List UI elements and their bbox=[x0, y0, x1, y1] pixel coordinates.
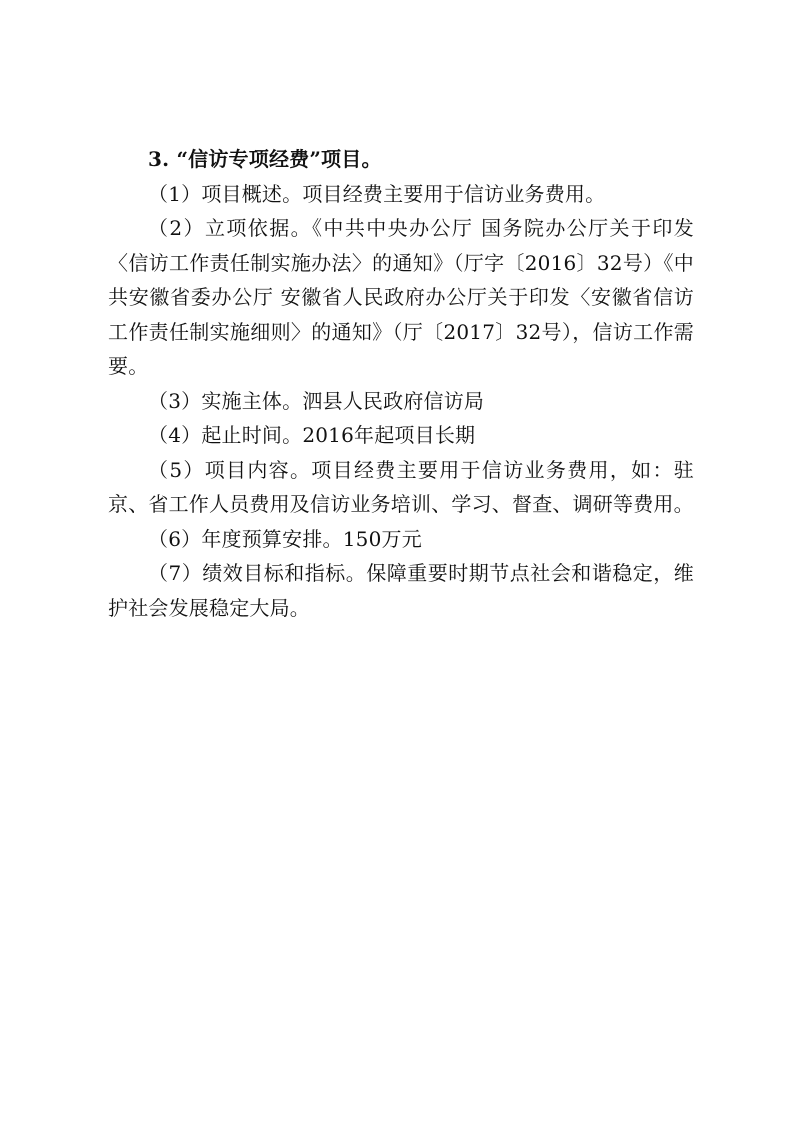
paragraph-implementer: （3）实施主体。泗县人民政府信访局 bbox=[148, 388, 485, 413]
paragraph-goals: （7）绩效目标和指标。保障重要时期节点社会和谐稳定，维护社会发展稳定大局。 bbox=[108, 561, 694, 620]
document-body bbox=[108, 142, 694, 625]
paragraph-basis: （2）立项依据。《中共中央办公厅 国务院办公厅关于印发〈信访工作责任制实施办法〉的通知》（厅字〔2016〕32号）《中共安徽省委办公厅 安徽省人民政府办公厅关于印发〈安徽省信访工作责任制实施细则〉的通知》（厅〔2017〕32号），信访工作需要。 bbox=[108, 216, 694, 378]
paragraph-budget: （6）年度预算安排。150万元 bbox=[148, 526, 422, 551]
paragraph-overview: （1）项目概述。项目经费主要用于信访业务费用。 bbox=[148, 181, 606, 206]
section-heading: 3. “信访专项经费”项目。 bbox=[148, 147, 382, 171]
paragraph-content: （5）项目内容。项目经费主要用于信访业务费用，如：驻京、省工作人员费用及信访业务培训、学习、督查、调研等费用。 bbox=[108, 457, 694, 516]
paragraph-period: （4）起止时间。2016年起项目长期 bbox=[148, 423, 476, 447]
